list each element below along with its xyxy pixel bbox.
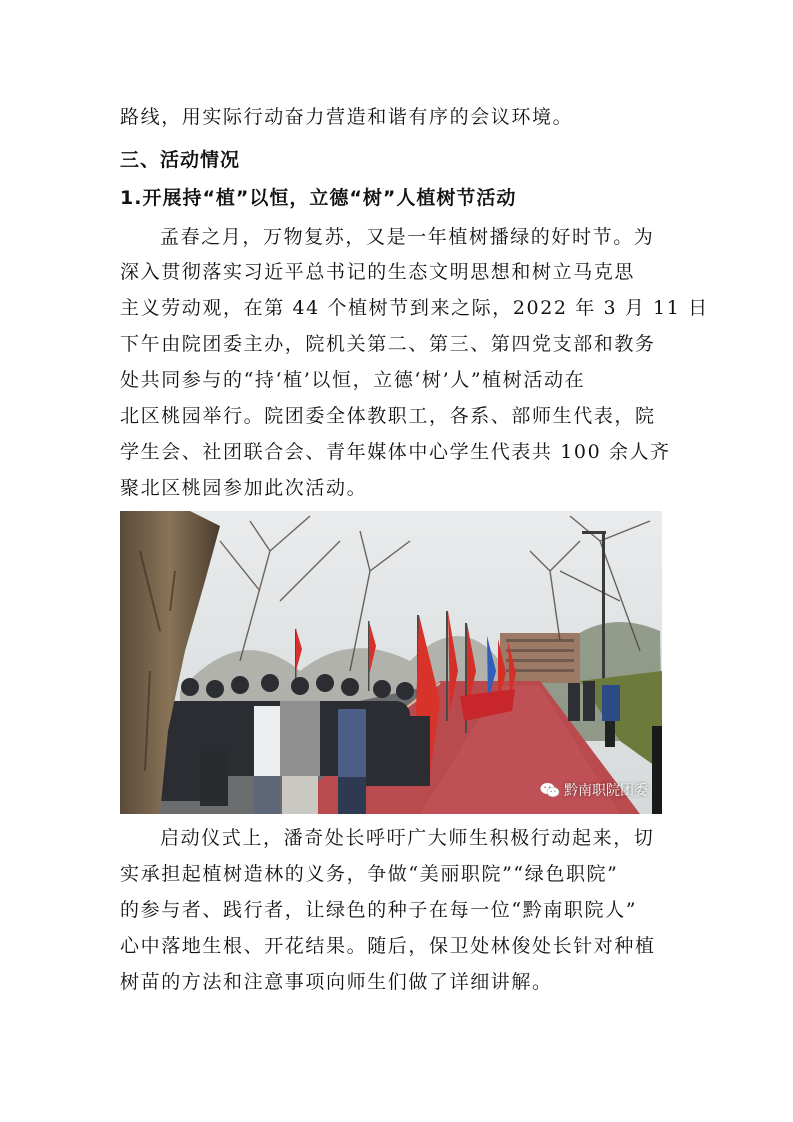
paragraph-line: 深入贯彻落实习近平总书记的生态文明思想和树立马克思 [120,261,636,283]
paragraph-line: 下午由院团委主办，院机关第二、第三、第四党支部和教务 [120,333,656,355]
paragraph-line: 的参与者、践行者，让绿色的种子在每一位“黔南职院人” [120,899,638,921]
paragraph-line: 学生会、社团联合会、青年媒体中心学生代表共 100 余人齐 [120,441,671,463]
paragraph-continuation-line: 路线，用实际行动奋力营造和谐有序的会议环境。 [120,106,574,128]
subsection-heading: 1.开展持“植”以恒，立德“树”人植树节活动 [120,187,517,209]
paragraph-line: 孟春之月，万物复苏，又是一年植树播绿的好时节。为 [160,226,655,248]
wechat-icon [540,782,560,798]
paragraph-line: 处共同参与的“持‘植’以恒，立德‘树’人”植树活动在 [120,369,586,391]
photo-watermark [540,780,648,800]
paragraph-line: 主义劳动观，在第 44 个植树节到来之际，2022 年 3 月 11 日 [120,297,709,319]
paragraph-line: 聚北区桃园参加此次活动。 [120,477,368,499]
event-photo [120,511,662,814]
watermark-text: 黔南职院团委 [564,783,648,799]
paragraph-line: 北区桃园举行。院团委全体教职工，各系、部师生代表，院 [120,405,656,427]
section-heading: 三、活动情况 [120,149,241,171]
paragraph-line: 启动仪式上，潘奇处长呼吁广大师生积极行动起来，切 [160,827,655,849]
paragraph-line: 心中落地生根、开花结果。随后，保卫处林俊处长针对种植 [120,935,656,957]
paragraph-line: 实承担起植树造林的义务，争做“美丽职院”“绿色职院” [120,863,619,885]
photo-illustration [120,511,662,814]
paragraph-line: 树苗的方法和注意事项向师生们做了详细讲解。 [120,971,553,993]
